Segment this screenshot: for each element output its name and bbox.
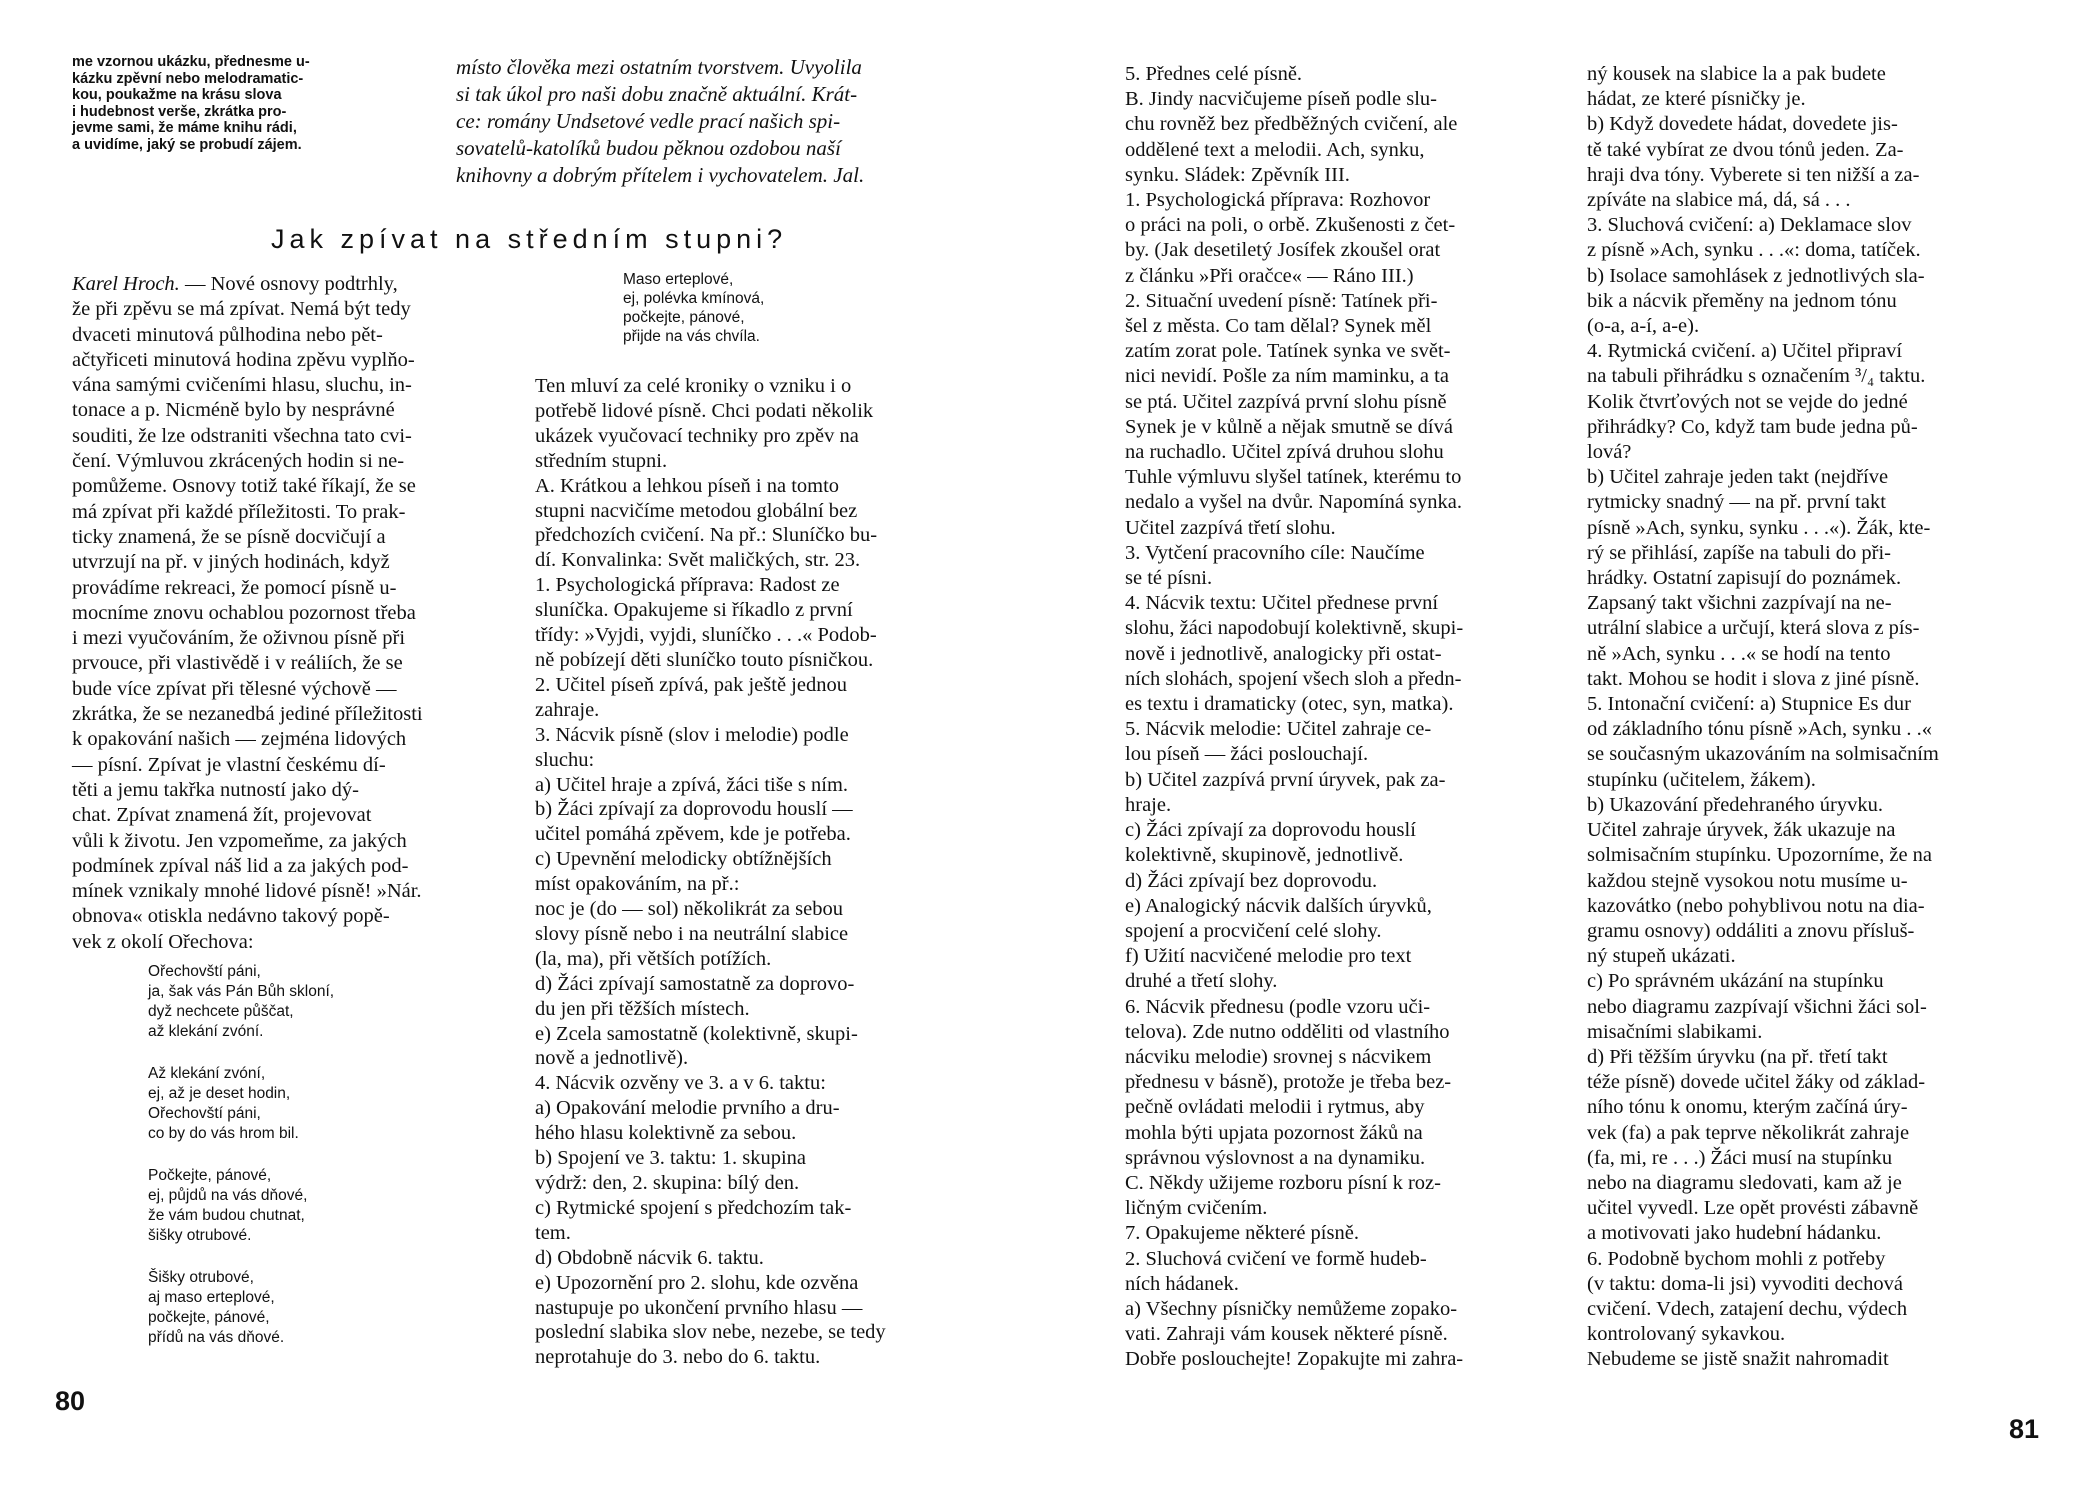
teaching-technique-text: Ten mluví za celé kroniky o vzniku i o potřebě lidové písně. Chci podati několik ukázek vyučovací techniky pro zpěv na středním stupni. A. Krátkou a lehkou píseň i na tomto stupni nacvičíme metodou globální bez předchozích cvičení. Na př.: Sluníčko bu- dí. Konvalinka: Svět maličkých, str. 23. 1. Psychologická příprava: Radost ze sluníčka. Opakujeme si říkadlo z první třídy: »Vyjdi, vyjdi, sluníčko . . .« Podob- ně pobízejí děti sluníčko touto písničkou. 2. Učitel píseň zpívá, pak ještě jednou zahraje. 3. Nácvik písně (slov i melodie) podle sluchu: a) Učitel hraje a zpívá, žáci tiše s ním. b) Žáci zpívají za doprovodu houslí — učitel pomáhá zpěvem, kde je potřeba. c) Upevnění melodicky obtížnějších míst opakováním, na př.: noc je (do — sol) několikrát za sebou slovy písně nebo i na neutrální slabice (la, ma), při větších potížích. d) Žáci zpívají samostatně za doprovo- du jen při těžších místech. e) Zcela samostatně (kolektivně, skupi- nově a jednotlivě). 4. Nácvik ozvěny ve 3. a v 6. taktu: a) Opakování melodie prvního a dru- hého hlasu kolektivně za sebou. b) Spojení ve 3. taktu: 1. skupina výdrž: den, 2. skupina: bílý den. c) Rytmické spojení s předchozím tak- tem. d) Obdobně nácvik 6. taktu. e) Upozornění pro 2. slohu, kde ozvěna nastupuje po ukončení prvního hlasu — poslední slabika slov nebe, nezebe, se tedy neprotahuje do 3. nebo do 6. taktu. bbox=[535, 375, 886, 1369]
poem-stanza-3: Počkejte, pánové, ej, půjdů na vás dňové, že vám budou chutnat, šišky otrubové. bbox=[148, 1167, 308, 1244]
folk-song-poem bbox=[148, 962, 508, 1348]
article-column-1 bbox=[72, 272, 520, 955]
poem-stanza-4: Šišky otrubové, aj maso erteplové, počkejte, pánové, přídů na vás dňové. bbox=[148, 1269, 285, 1346]
page-number-left: 80 bbox=[55, 1386, 86, 1416]
previous-article-ending: me vzornou ukázku, přednesme u- kázku zpěvní nebo melodramatic- kou, poukažme na krásu slova i hudebnost verše, zkrátka pro- jevme sami, že máme knihu rádi, a uvidíme, jaký se probudí zájem. bbox=[72, 54, 310, 153]
page-number-right: 81 bbox=[2009, 1414, 2040, 1444]
intro-paragraph: — Nové osnovy podtrhly, že při zpěvu se má zpívat. Nemá být tedy dvaceti minutová půlhodina nebo pět- ačtyřiceti minutová hodina zpěvu vyplňo- vána samými cvičeními hlasu, sluchu, in- tonace a p. Nicméně bylo by nesprávné souditi, že lze odstraniti všechna tato cvi- čení. Výmluvou zkrácených hodin si ne- pomůžeme. Osnovy totiž také říkají, že se má zpívat při každé příležitosti. To prak- ticky znamená, že se písně docvičují a utvrzují na př. v jiných hodinách, když provádíme rekreaci, že pomocí písně u- mocníme znovu ochablou pozornost třeba i mezi vyučováním, že oživnou písně při prvouce, při vlastivědě i v reáliích, že se bude více zpívat při tělesné výchově — zkrátka, že se nezanedbá jediné příležitosti k opakování našich — zejména lidových — písní. Zpívat je vlastní českému dí- těti a jemu takřka nutností jako dý- chat. Zpívat znamená žít, projevovat vůli k životu. Jen vzpomeňme, za jakých podmínek zpíval náš lid a za jakých pod- mínek vznikaly mnohé lidové písně! »Nár. obnova« otiskla nedávno takový popě- vek z okolí Ořechova: bbox=[72, 273, 423, 953]
article-title: Jak zpívat na středním stupni? bbox=[271, 224, 788, 254]
poem-stanza-1: Ořechovští páni, ja, šak vás Pán Bůh skloní, dyž nechcete půščat, až klekání zvóní. bbox=[148, 963, 335, 1040]
poem-stanza-2: Až klekání zvóní, ej, až je deset hodin, Ořechovští páni, co by do vás hrom bil. bbox=[148, 1065, 299, 1142]
author-name: Karel Hroch. bbox=[72, 273, 180, 295]
right-page bbox=[1041, 0, 2082, 1500]
article-column-3: 5. Přednes celé písně. B. Jindy nacvičujeme píseň podle slu- chu rovněž bez předběžných cvičení, ale oddělené text a melodii. Ach, synku, synku. Sládek: Zpěvník III. 1. Psychologická příprava: Rozhovor o práci na poli, o orbě. Zkušenosti z čet- by. (Jak desetiletý Josífek zkoušel orat z článku »Při oračce« — Ráno III.) 2. Situační uvedení písně: Tatínek při- šel z města. Co tam dělal? Synek měl zatím zorat pole. Tatínek synka ve svět- nici nevidí. Pošle za ním maminku, a ta se ptá. Učitel zazpívá první slohu písně Synek je v kůlně a nějak smutně se dívá na ruchadlo. Učitel zpívá druhou slohu Tuhle výmluvu slyšel tatínek, kterému to nedalo a vyšel na dvůr. Napomíná synka. Učitel zazpívá třetí slohu. 3. Vytčení pracovního cíle: Naučíme se té písni. 4. Nácvik textu: Učitel přednese první slohu, žáci napodobují kolektivně, skupi- nově i jednotlivě, analogicky při ostat- ních slohách, spojení všech sloh a předn- es textu i dramaticky (otec, syn, matka). 5. Nácvik melodie: Učitel zahraje ce- lou píseň — žáci poslouchají. b) Učitel zazpívá první úryvek, pak za- hraje. c) Žáci zpívají za doprovodu houslí kolektivně, skupinově, jednotlivě. d) Žáci zpívají bez doprovodu. e) Analogický nácvik dalších úryvků, spojení a procvičení celé slohy. f) Užití nacvičené melodie pro text druhé a třetí slohy. 6. Nácvik přednesu (podle vzoru uči- telova). Zde nutno odděliti od vlastního nácviku melodie) srovnej s nácvikem přednesu v básně), protože je třeba bez- pečně ovládati melodii i rytmus, aby mohla býti upjata pozornost žáků na správnou výslovnost a na dynamiku. C. Někdy užijeme rozboru písní k roz- ličným cvičením. 7. Opakujeme některé písně. 2. Sluchová cvičení ve formě hudeb- ních hádanek. a) Všechny písničky nemůžeme zopako- vati. Zahraji vám kousek některé písně. Dobře poslouchejte! Zopakujte mi zahra- bbox=[1125, 63, 1464, 1371]
book-review-ending: místo člověka mezi ostatním tvorstvem. Uvyolila si tak úkol pro naši dobu značně aktuální. Krát- ce: romány Undsetové vedle prací našich spi- sovatelů-katolíků budou pěknou ozdobou naší knihovny a dobrým přítelem i vychovatelem. Jal. bbox=[456, 55, 865, 187]
poem-stanza-5: Maso erteplové, ej, polévka kmínová, počkejte, pánové, přijde na vás chvíla. bbox=[623, 271, 765, 345]
article-column-2 bbox=[535, 270, 987, 1370]
article-column-4: ný kousek na slabice la a pak budete hádat, ze které písničky je. b) Když dovedete hádat, dovedete jis- tě také vybírat ze dvou tónů jeden. Za- hraji dva tóny. Vyberete si ten nižší a za- zpíváte na slabice má, dá, sá . . . 3. Sluchová cvičení: a) Deklamace slov z písně »Ach, synku . . .«: doma, tatíček. b) Isolace samohlásek z jednotlivých sla- bik a nácvik přeměny na jednom tónu (o-a, a-í, a-e). 4. Rytmická cvičení. a) Učitel připraví na tabuli přihrádku s označením ³/₄ taktu. Kolik čtvrťových not se vejde do jedné přihrádky? Co, když tam bude jedna pů- lová? b) Učitel zahraje jeden takt (nejdříve rytmicky snadný — na př. první takt písně »Ach, synku, synku . . .«). Žák, kte- rý se přihlásí, zapíše na tabuli do při- hrádky. Ostatní zapisují do poznámek. Zapsaný takt všichni zazpívají na ne- utrální slabice a určují, která slova z pís- ně »Ach, synku . . .« se hodí na tento takt. Mohou se hodit i slova z jiné písně. 5. Intonační cvičení: a) Stupnice Es dur od základního tónu písně »Ach, synku . .« se současným ukazováním na solmisačním stupínku (učitelem, žákem). b) Ukazování předehraného úryvku. Učitel zahraje úryvek, žák ukazuje na solmisačním stupínku. Upozorníme, že na každou stejně vysokou notu musíme u- kazovátko (nebo pohyblivou notu na dia- gramu osnovy) oddáliti a znovu přísluš- ný stupeň ukázati. c) Po správném ukázání na stupínku nebo diagramu zazpívají všichni žáci sol- misačními slabikami. d) Při těžším úryvku (na př. třetí takt téže písně) dovede učitel žáky od základ- ního tónu k onomu, kterým začíná úry- vek (fa) a pak teprve několikrát zahraje (fa, mi, re . . .) Žáci musí na stupínku nebo na diagramu sledovati, kam až je učitel vyvedl. Lze opět provésti zábavně a motivovati jako hudební hádanku. 6. Podobně bychom mohli z potřeby (v taktu: doma-li jsi) vyvoditi dechová cvičení. Vdech, zatajení dechu, výdech kontrolovaný sykavkou. Nebudeme se jistě snažit nahromadit bbox=[1587, 63, 1939, 1371]
